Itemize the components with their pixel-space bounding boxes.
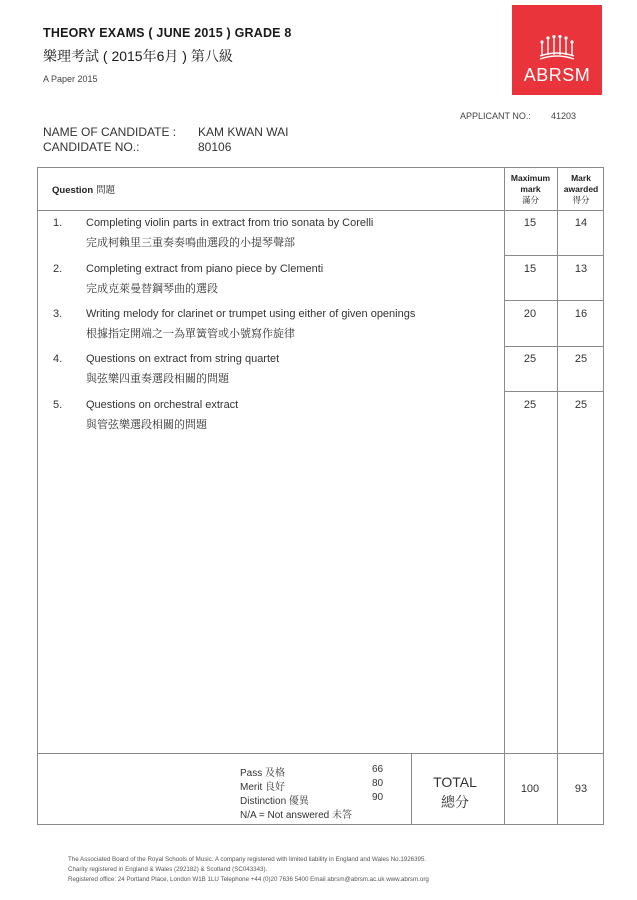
- question-text-zh: 與管弦樂選段相關的問題: [86, 419, 207, 431]
- mark-awarded-header: [557, 173, 605, 206]
- footer-line: Registered office: 24 Portland Place, London W1B 1LU Telephone +44 (0)20 7636 5400 Email abrsm@abrsm.ac.uk www.abrsm.org: [68, 876, 429, 883]
- row-divider: [504, 255, 603, 256]
- question-text-zh: 完成柯賴里三重奏奏鳴曲選段的小提琴聲部: [86, 237, 295, 249]
- question-text-zh: 根據指定開端之一為單簧管或小號寫作旋律: [86, 328, 295, 340]
- question-number: 5.: [53, 399, 63, 411]
- question-column-header: [52, 182, 115, 196]
- question-text: Questions on extract from string quartet: [86, 353, 280, 365]
- question-text: Completing violin parts in extract from trio sonata by Corelli: [86, 217, 374, 229]
- question-text: Completing extract from piano piece by Clementi: [86, 263, 324, 275]
- row-divider: [504, 346, 603, 347]
- distinction-threshold-label: Distinction 優異: [240, 796, 309, 807]
- crown-icon: [538, 35, 576, 61]
- mark-awarded: 16: [574, 308, 588, 320]
- question-text: Questions on orchestral extract: [86, 399, 239, 411]
- awarded-header-zh: 得分: [572, 195, 590, 205]
- header-divider: [38, 210, 603, 211]
- pass-threshold-value: 66: [372, 764, 384, 775]
- question-text-zh: 完成克萊曼替鋼琴曲的選段: [86, 283, 218, 295]
- distinction-threshold-value: 90: [372, 792, 384, 803]
- awarded-header-line: Mark: [571, 173, 591, 183]
- question-header-zh: 問題: [96, 185, 116, 196]
- maximum-mark: 15: [523, 263, 537, 275]
- exam-title: THEORY EXAMS ( JUNE 2015 ) GRADE 8: [43, 26, 292, 40]
- paper-label: A Paper 2015: [43, 74, 98, 84]
- maximum-mark: 20: [523, 308, 537, 320]
- footer-line: The Associated Board of the Royal Schools of Music. A company registered with limited liability in England and Wales No.1926395.: [68, 856, 427, 863]
- pass-threshold-label: Pass 及格: [240, 768, 286, 779]
- question-number: 2.: [53, 263, 63, 275]
- marks-table: [37, 167, 604, 825]
- total-maximum-mark: 100: [520, 783, 540, 795]
- candidate-no-label: CANDIDATE NO.:: [43, 140, 140, 154]
- max-header-line: mark: [520, 184, 541, 194]
- question-number: 3.: [53, 308, 63, 320]
- merit-threshold-value: 80: [372, 778, 384, 789]
- mark-awarded: 25: [574, 353, 588, 365]
- question-header-en: Question: [52, 185, 94, 196]
- not-answered-note: N/A = Not answered 未答: [240, 810, 352, 821]
- mark-awarded: 13: [574, 263, 588, 275]
- row-divider: [504, 300, 603, 301]
- logo-text: ABRSM: [523, 65, 591, 85]
- merit-threshold-label: Merit 良好: [240, 782, 285, 793]
- question-number: 4.: [53, 353, 63, 365]
- exam-title-chinese: 樂理考試 ( 2015年6月 ) 第八級: [43, 48, 233, 64]
- mark-awarded: 14: [574, 217, 588, 229]
- total-label-zh: 總分: [441, 794, 469, 810]
- awarded-header-line: awarded: [563, 184, 599, 194]
- candidate-name-label: NAME OF CANDIDATE :: [43, 125, 177, 139]
- abrsm-logo: [512, 5, 602, 95]
- applicant-no-value: 41203: [551, 111, 577, 121]
- mark-awarded: 25: [574, 399, 588, 411]
- question-number: 1.: [53, 217, 63, 229]
- maximum-mark-header: [504, 173, 557, 206]
- maximum-mark: 25: [523, 353, 537, 365]
- total-mark-awarded: 93: [574, 783, 588, 795]
- maximum-mark: 15: [523, 217, 537, 229]
- totals-divider: [38, 753, 603, 754]
- maximum-mark: 25: [523, 399, 537, 411]
- applicant-no-label: APPLICANT NO.:: [460, 111, 531, 121]
- footer-line: Charity registered in England & Wales (292182) & Scotland (SC043343).: [68, 866, 268, 873]
- candidate-no-value: 80106: [198, 140, 232, 154]
- total-label: TOTAL: [433, 774, 477, 790]
- candidate-name-value: KAM KWAN WAI: [198, 125, 289, 139]
- question-text-zh: 與弦樂四重奏選段相關的問題: [86, 373, 229, 385]
- question-text: Writing melody for clarinet or trumpet using either of given openings: [86, 308, 416, 320]
- max-header-line: Maximum: [510, 173, 551, 183]
- row-divider: [504, 391, 603, 392]
- max-header-zh: 滿分: [521, 195, 539, 205]
